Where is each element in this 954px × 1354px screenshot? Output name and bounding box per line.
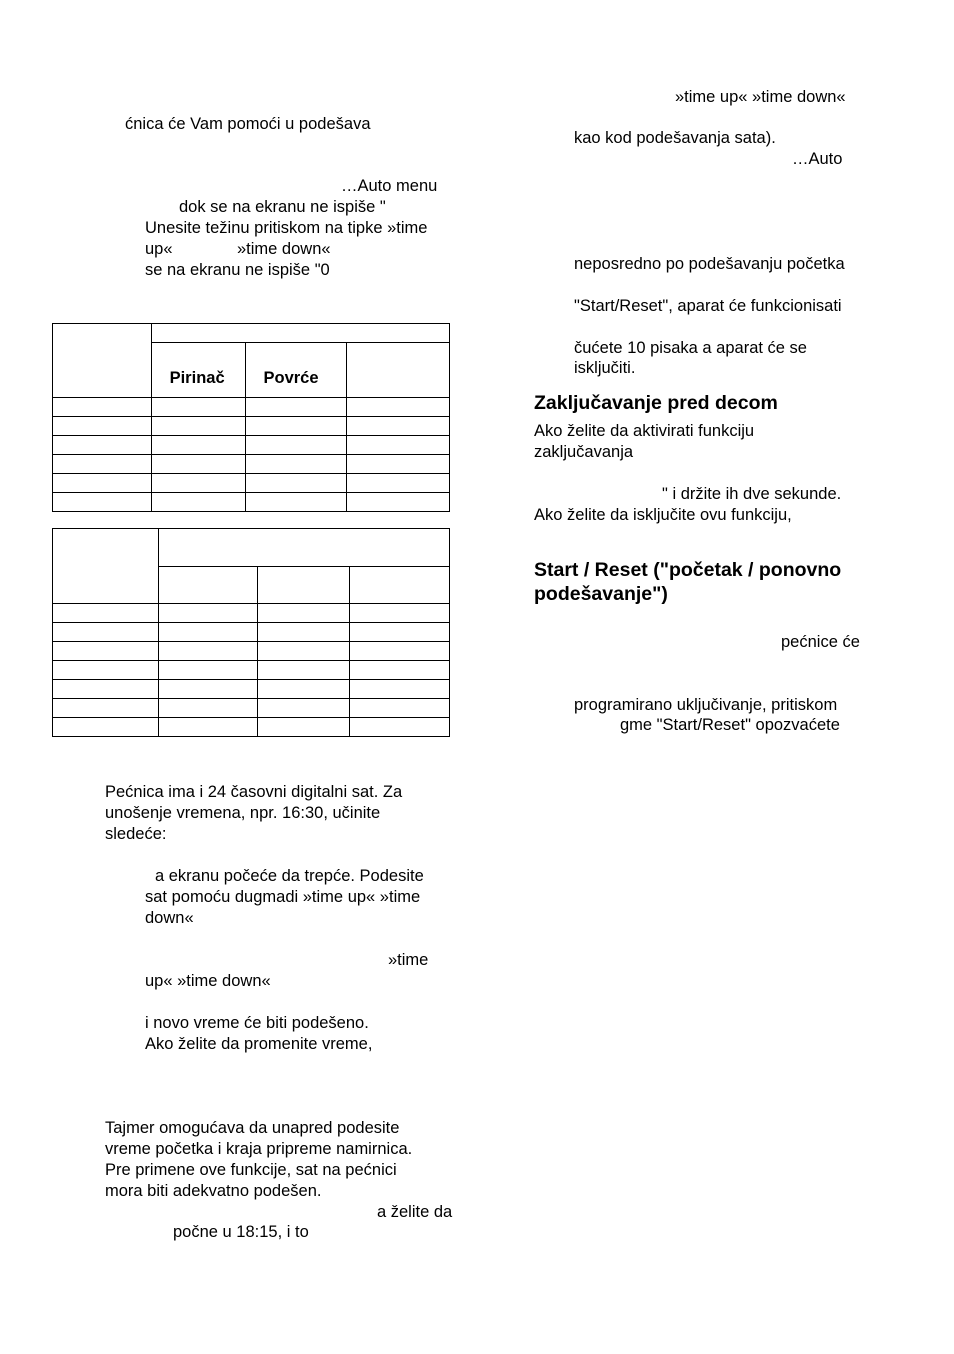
- clock-step-line-7: Ako želite da promenite vreme,: [145, 1035, 373, 1053]
- intro-line-weight: Unesite težinu pritiskom na tipke »time: [145, 219, 428, 237]
- child-lock-line-1: Ako želite da aktivirati funkciju: [534, 422, 755, 440]
- table2-header-cell: [350, 567, 450, 604]
- table-row: [53, 436, 450, 455]
- table2-header-cell: [158, 567, 258, 604]
- timer-para-line-4: mora biti adekvatno podešen.: [105, 1182, 322, 1200]
- clock-step-line-2: sat pomoću dugmadi »time up« »time: [145, 888, 421, 906]
- weight-table-1: [52, 323, 450, 512]
- table-row: [53, 661, 450, 680]
- start-reset-line-3: gme "Start/Reset" opozvaćete: [620, 716, 840, 734]
- table-row: [53, 604, 450, 623]
- clock-step-line-3: down«: [145, 909, 194, 927]
- clock-step-line-5: up« »time down«: [145, 972, 271, 990]
- table1-corner-cell: [53, 324, 152, 398]
- right-line-time-buttons: »time up« »time down«: [675, 88, 846, 106]
- clock-para-line-1: Pećnica ima i 24 časovni digitalni sat. Za: [105, 783, 403, 801]
- table-row: [53, 398, 450, 417]
- table-row: [53, 474, 450, 493]
- intro-line-zero: se na ekranu ne ispiše "0: [145, 261, 330, 279]
- start-reset-heading-line-2: podešavanje"): [534, 583, 668, 605]
- start-reset-line-1: pećnice će: [781, 633, 860, 651]
- intro-line-auto-menu: …Auto menu: [341, 177, 438, 195]
- child-lock-line-4: Ako želite da isključite ovu funkciju,: [534, 506, 792, 524]
- right-line-start: neposredno po podešavanju početka: [574, 255, 845, 273]
- intro-line-1: ćnica će Vam pomoći u podešava: [125, 115, 371, 133]
- start-reset-heading-line-1: Start / Reset ("početak / ponovno: [534, 559, 842, 581]
- table1-header-povrce: Povrće: [245, 343, 347, 398]
- table1-header-pirinac: Pirinač: [151, 343, 245, 398]
- table-row: [53, 680, 450, 699]
- start-reset-line-2: programirano uključivanje, pritiskom: [574, 696, 838, 714]
- table-row: [53, 417, 450, 436]
- timer-para-line-6: počne u 18:15, i to: [173, 1223, 309, 1241]
- timer-para-line-5: a želite da: [377, 1203, 453, 1221]
- right-line-off: isključiti.: [574, 359, 636, 377]
- table1-header-empty: [347, 343, 450, 398]
- table2-header-cell: [258, 567, 350, 604]
- clock-step-line-4: »time: [388, 951, 429, 969]
- child-lock-line-2: zaključavanja: [534, 443, 634, 461]
- right-line-beeps: čućete 10 pisaka a aparat će se: [574, 339, 807, 357]
- timer-para-line-2: vreme početka i kraja pripreme namirnica.: [105, 1140, 413, 1158]
- weight-table-2: [52, 528, 450, 737]
- clock-para-line-3: sledeće:: [105, 825, 167, 843]
- table-row: [53, 623, 450, 642]
- clock-step-line-1: a ekranu počeće da trepće. Podesite: [155, 867, 424, 885]
- table-row: [53, 718, 450, 737]
- table2-group-header: [158, 529, 449, 567]
- table1-group-header: [151, 324, 449, 343]
- right-line-start-reset: "Start/Reset", aparat će funkcionisati: [574, 297, 842, 315]
- table-row: [53, 699, 450, 718]
- intro-line-up: up«: [145, 240, 173, 258]
- child-lock-line-3: " i držite ih dve sekunde.: [662, 485, 842, 503]
- intro-line-down: »time down«: [237, 240, 331, 258]
- table-row: [53, 493, 450, 512]
- intro-line-display: dok se na ekranu ne ispiše ": [179, 198, 386, 216]
- right-line-clock-setting: kao kod podešavanja sata).: [574, 129, 776, 147]
- table2-corner-cell: [53, 529, 159, 604]
- right-line-auto: …Auto: [792, 150, 843, 168]
- timer-para-line-3: Pre primene ove funkcije, sat na pećnici: [105, 1161, 397, 1179]
- timer-para-line-1: Tajmer omogućava da unapred podesite: [105, 1119, 400, 1137]
- clock-step-line-6: i novo vreme će biti podešeno.: [145, 1014, 369, 1032]
- table-row: [53, 642, 450, 661]
- child-lock-heading: Zaključavanje pred decom: [534, 392, 778, 414]
- table-row: [53, 455, 450, 474]
- clock-para-line-2: unošenje vremena, npr. 16:30, učinite: [105, 804, 381, 822]
